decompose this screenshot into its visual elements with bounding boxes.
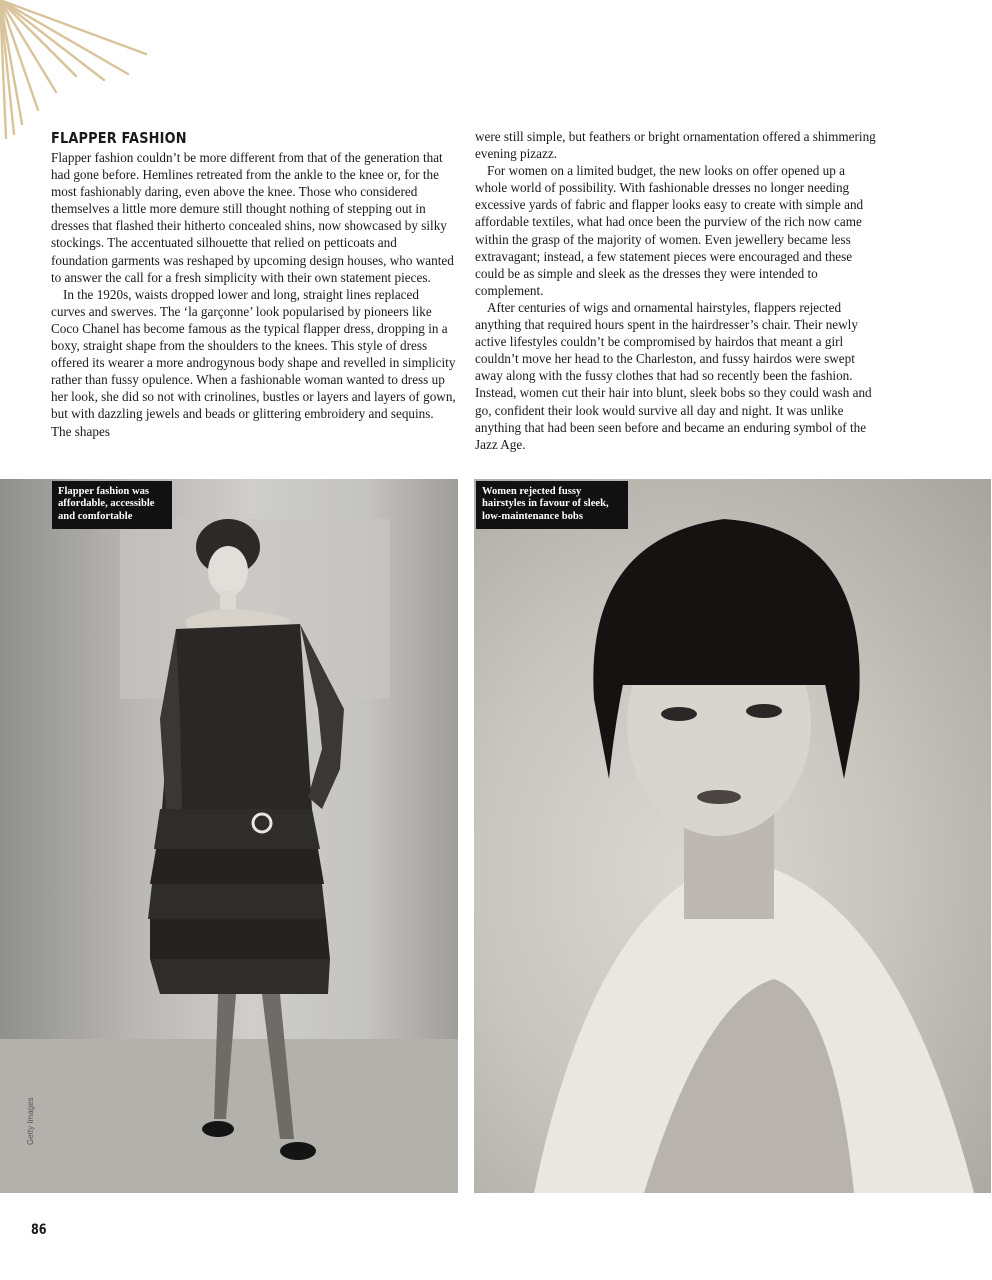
- article-column-right: [475, 128, 880, 453]
- paragraph: In the 1920s, waists dropped lower and long, straight lines replaced curves and swerves. The ‘la garçonne’ look popularised by pioneers like Coco Chanel has become famous as the typical flapper dress, dropping in a boxy, straight shape from the shoulders to the knees. This style of dress offered its wearer a more androgynous body shape and revelled in simplicity rather than fussy opulence. When a fashionable woman wanted to dress up her look, she did so not with crinolines, bustles or layers and layers of gown, but with dazzling jewels and beads or glittering embroidery and sequins. The shapes: [51, 286, 456, 439]
- paragraph: Flapper fashion couldn’t be more different from that of the generation that had gone before. Hemlines retreated from the ankle to the knee or, for the most fashionably daring, even above the knee. Those who considered themselves a little more demure still thought nothing of stepping out in dresses that flashed their hitherto concealed shins, now showcased by silky stockings. The accentuated silhouette that relied on petticoats and foundation garments was reshaped by upcoming design houses, who wanted to answer the call for a fresh simplicity with their own statement pieces.: [51, 150, 454, 285]
- flapper-dress-photo: [0, 479, 458, 1193]
- paragraph: were still simple, but feathers or bright ornamentation offered a shimmering evening pizazz.: [475, 129, 876, 162]
- bob-hairstyle-photo: [474, 479, 991, 1193]
- article-column-left: [51, 128, 456, 440]
- flapper-woman-illustration: [0, 479, 458, 1193]
- paragraph: After centuries of wigs and ornamental hairstyles, flappers rejected anything that required hours spent in the hairdresser’s chair. Their newly active lifestyles couldn’t be compromised by hairdos that meant a girl couldn’t move her head to the Charleston, and fussy hairdos were swept away along with the fussy clothes that had so recently been the fashion. Instead, women cut their hair into blunt, sleek bobs so they could wash and go, confident their look would survive all day and night. It was unlike anything that had been seen before and became an enduring symbol of the Jazz Age.: [475, 299, 872, 452]
- bob-portrait-illustration: [474, 479, 991, 1193]
- paragraph: For women on a limited budget, the new looks on offer opened up a whole world of possibility. With fashionable dresses no longer needing excessive yards of fabric and flapper looks easy to create with simple and affordable textiles, what had once been the purview of the rich now came within the grasp of the majority of women. Even jewellery became less extravagant; instead, a few statement pieces were encouraged and these could be as simple and sleek as the dresses they were intended to complement.: [475, 163, 864, 298]
- photo-credit: Getty Images: [26, 1097, 35, 1145]
- photo-caption-left: Flapper fashion was affordable, accessible and comfortable: [52, 481, 172, 529]
- page-number: 86: [31, 1222, 47, 1238]
- section-heading: FLAPPER FASHION: [51, 129, 187, 147]
- photo-caption-right: Women rejected fussy hairstyles in favour of sleek, low-maintenance bobs: [476, 481, 628, 529]
